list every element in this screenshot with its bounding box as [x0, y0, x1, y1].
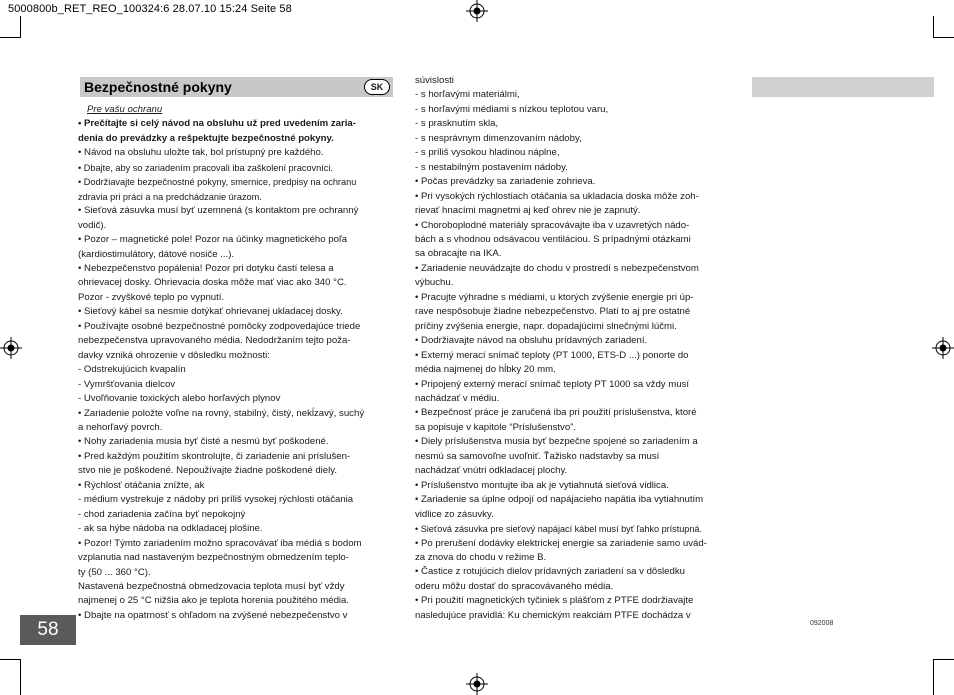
text-line: vzplanutia nad nastaveným bezpečnostným obmedzením teplo- — [78, 552, 349, 564]
text-line: • Návod na obsluhu uložte tak, bol prístupný pre každého. — [78, 147, 324, 159]
crop-mark — [934, 37, 954, 38]
text-line: • Dbajte, aby so zariadením pracovali iba zaškolení pracovníci. — [78, 162, 333, 173]
text-line: - s horľavými médiami s nízkou teplotou varu, — [415, 103, 609, 115]
text-line: • Diely príslušenstva musia byť bezpečne spojené so zariadením a — [415, 436, 698, 448]
text-line: • Choroboplodné materiály spracovávajte iba v uzavretých nádo- — [415, 219, 690, 231]
text-line: • Sieťová zásuvka musí byť uzemnená (s kontaktom pre ochranný — [78, 205, 359, 217]
right-header-bar — [752, 77, 934, 97]
text-line: • Zariadenie neuvádzajte do chodu v prostredí s nebezpečenstvom — [415, 262, 699, 274]
registration-mark-icon — [466, 673, 488, 695]
text-line: - ak sa hýbe nádoba na odkladacej plošine. — [78, 523, 263, 535]
text-line: • Používajte osobné bezpečnostné pomôcky zodpovedajúce triede — [78, 320, 361, 332]
text-line: - Odstrekujúcich kvapalín — [78, 364, 186, 376]
text-line: - s horľavými materiálmi, — [415, 89, 520, 101]
text-line: média najmenej do hĺbky 20 mm. — [415, 364, 556, 376]
registration-mark-icon — [932, 337, 954, 359]
page-number: 58 — [20, 615, 76, 645]
section-title-bar — [80, 77, 393, 97]
text-line: - s prasknutím skla, — [415, 118, 499, 130]
text-line: nesmú sa samovoľne uvoľniť. Ťažisko nadstavby sa musí — [415, 450, 660, 462]
text-line: • Sieťová zásuvka pre sieťový napájací kábel musí byť ľahko prístupná. — [415, 524, 703, 535]
crop-mark — [20, 16, 21, 38]
text-line: • Pri vysokých rýchlostiach otáčania sa ukladacia doska môže zoh- — [415, 190, 699, 202]
text-line: nasledujúce pravidlá: Ku chemickým reakciám PTFE dochádza v — [415, 609, 691, 621]
text-line: rave nespôsobuje žiadne nebezpečenstvo. Platí to aj pre ostatné — [415, 306, 691, 318]
text-line: ohrievacej dosky. Ohrievacia doska môže mať viac ako 340 °C. — [78, 277, 347, 289]
text-line: • Externý merací snímač teploty (PT 1000, ETS-D ...) ponorte do — [415, 349, 689, 361]
crop-mark — [0, 659, 20, 660]
text-line: nachádzať v médiu. — [415, 392, 500, 404]
text-line: • Dodržiavajte návod na obsluhu prídavných zariadení. — [415, 335, 648, 347]
text-line: • Sieťový kábel sa nesmie dotýkať ohrievanej ukladacej dosky. — [78, 306, 343, 318]
text-line: - médium vystrekuje z nádoby pri príliš vysokej rýchlosti otáčania — [78, 494, 354, 506]
text-line: rievať hnacími magnetmi aj keď ohrev nie je zapnutý. — [415, 205, 641, 217]
text-line: bách a s vhodnou odsávacou ventiláciou. S prípadnými otázkami — [415, 233, 691, 245]
text-line: za znova do chodu v režime B. — [415, 551, 547, 563]
text-line: denia do prevádzky a rešpektujte bezpečnostné pokyny. — [78, 132, 334, 144]
subtitle: Pre vašu ochranu — [87, 104, 163, 115]
crop-mark — [933, 16, 934, 38]
document-code: 092008 — [810, 620, 834, 627]
text-line: a nehorľavý povrch. — [78, 421, 163, 433]
text-line: - s nesprávnym dimenzovaním nádoby, — [415, 132, 582, 144]
left-column — [78, 103, 393, 623]
text-line: • Pred každým použitím skontrolujte, či zariadenie ani príslušen- — [78, 450, 351, 462]
text-line: sa popisuje v kapitole “Príslušenstvo”. — [415, 421, 577, 433]
text-line: • Zariadenie položte voľne na rovný, stabilný, čistý, nekĺzavý, suchý — [78, 407, 365, 419]
text-line: • Príslušenstvo montujte iba ak je vytiahnutá sieťová vidlica. — [415, 479, 669, 491]
text-line: sa obracajte na IKA. — [415, 248, 502, 260]
text-line: Pozor - zvyškové teplo po vypnutí. — [78, 291, 225, 303]
text-line: výbuchu. — [415, 277, 454, 289]
text-line: • Pracujte výhradne s médiami, u ktorých zvýšenie energie pri úp- — [415, 291, 694, 303]
text-line: - s nestabilným postavením nádoby. — [415, 161, 568, 173]
crop-mark — [934, 659, 954, 660]
text-line: • Zariadenie sa úplne odpojí od napájacieho napätia iba vytiahnutím — [415, 494, 704, 506]
text-line: oderu môžu dostať do spracovávaného média. — [415, 580, 614, 592]
crop-mark — [0, 37, 20, 38]
text-line: • Nebezpečenstvo popálenia! Pozor pri dotyku častí telesa a — [78, 262, 334, 274]
text-line: - Uvoľňovanie toxických alebo horľavých plynov — [78, 393, 281, 405]
text-line: • Dbajte na opatrnosť s ohľadom na zvýšené nebezpečenstvo v — [78, 609, 348, 621]
text-line: • Nohy zariadenia musia byť čisté a nesmú byť poškodené. — [78, 436, 329, 448]
crop-mark — [20, 659, 21, 695]
text-line: • Častice z rotujúcich dielov prídavných zariadení sa v dôsledku — [415, 566, 685, 578]
registration-mark-icon — [0, 337, 22, 359]
text-line: nebezpečenstva upravovaného média. Nedodržaním tejto poža- — [78, 335, 351, 347]
text-line: • Počas prevádzky sa zariadenie zohrieva. — [415, 176, 596, 188]
text-line: najmenej o 25 °C nižšia ako je teplota horenia použitého média. — [78, 595, 350, 607]
right-column — [415, 74, 730, 623]
text-line: • Prečítajte si celý návod na obsluhu už pred uvedením zaria- — [78, 118, 356, 130]
crop-mark — [933, 659, 934, 695]
text-line: ty (50 ... 360 °C). — [78, 566, 151, 578]
section-title: Bezpečnostné pokyny — [84, 79, 232, 95]
text-line: stvo nie je poškodené. Nepoužívajte žiadne poškodené diely. — [78, 465, 338, 477]
text-line: súvislosti — [415, 75, 454, 86]
text-line: • Pozor – magnetické pole! Pozor na účinky magnetického poľa — [78, 234, 348, 246]
print-header: 5000800b_RET_REO_100324:6 28.07.10 15:24 Seite 58 — [8, 3, 292, 15]
text-line: • Pri použití magnetických tyčiniek s plášťom z PTFE dodržiavajte — [415, 595, 694, 607]
text-line: - Vymršťovania dielcov — [78, 378, 176, 390]
text-line: príčiny zvýšenia energie, napr. dopadajúcimi slnečnými lúčmi. — [415, 320, 677, 332]
text-line: - s príliš vysokou hladinou náplne, — [415, 147, 560, 159]
text-line: zdravia pri práci a na predchádzanie úrazom. — [78, 191, 262, 202]
text-line: nachádzať vnútri odkladacej plochy. — [415, 465, 568, 477]
text-line: Nastavená bezpečnostná obmedzovacia teplota musí byť vždy — [78, 580, 345, 592]
text-line: • Rýchlosť otáčania znížte, ak — [78, 479, 205, 491]
text-line: (kardiostimulátory, dátové nosiče ...). — [78, 248, 235, 260]
text-line: • Dodržiavajte bezpečnostné pokyny, smernice, predpisy na ochranu — [78, 177, 357, 188]
text-line: - chod zariadenia začína byť nepokojný — [78, 508, 246, 520]
text-line: • Pripojený externý merací snímač teploty PT 1000 sa vždy musí — [415, 378, 690, 390]
text-line: • Bezpečnosť práce je zaručená iba pri použití príslušenstva, ktoré — [415, 407, 697, 419]
text-line: vodič). — [78, 219, 107, 231]
language-badge: SK — [364, 79, 390, 95]
text-line: • Pozor! Týmto zariadením možno spracovávať iba médiá s bodom — [78, 537, 362, 549]
text-line: davky vzniká ohrozenie v dôsledku možnosti: — [78, 349, 270, 361]
registration-mark-icon — [466, 0, 488, 22]
text-line: • Po prerušení dodávky elektrickej energie sa zariadenie samo uvád- — [415, 537, 707, 549]
text-line: vidlice zo zásuvky. — [415, 508, 494, 520]
